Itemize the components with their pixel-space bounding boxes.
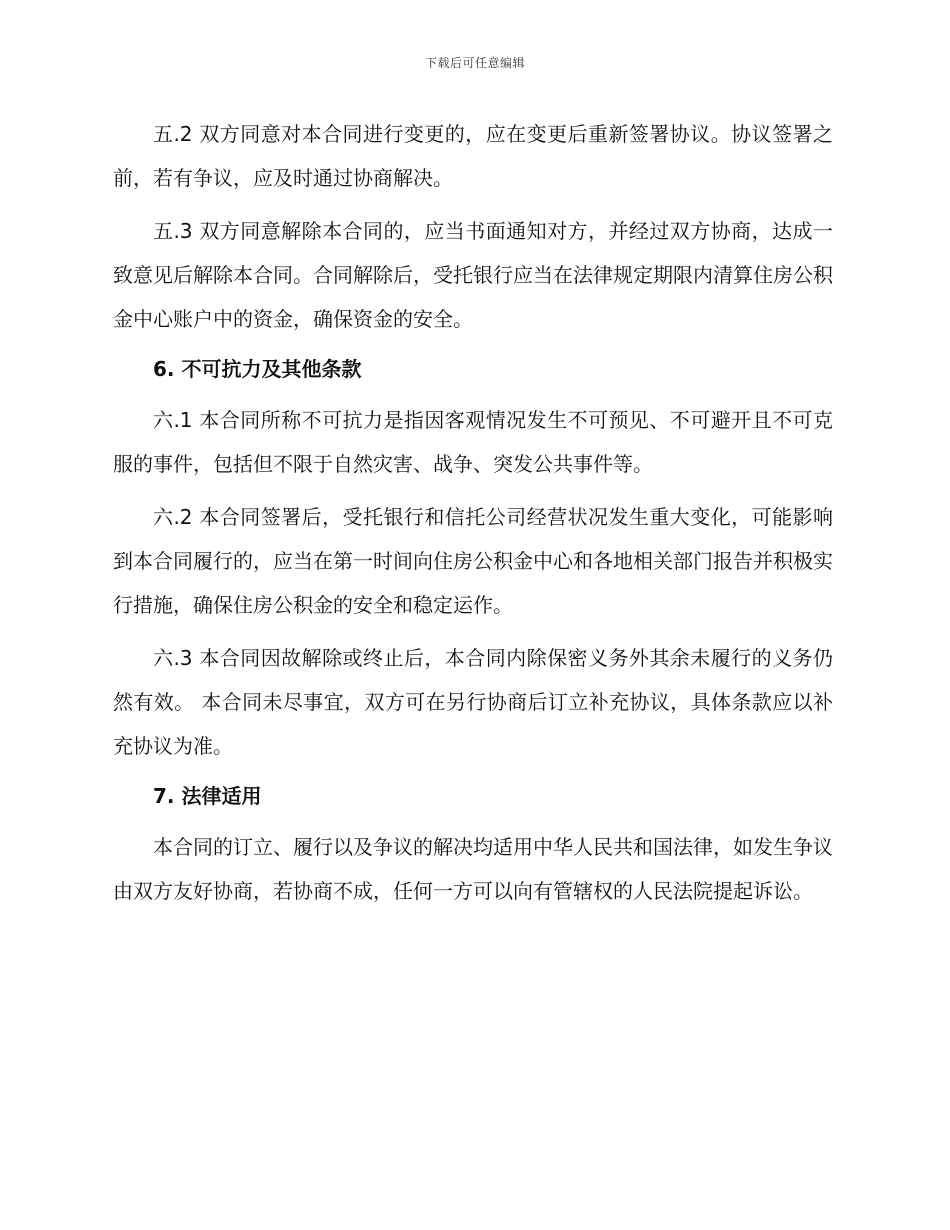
section-heading-7: 7. 法律适用 xyxy=(153,784,262,808)
section-heading-6: 6. 不可抗力及其他条款 xyxy=(153,357,362,381)
clause-6-3: 六.3 本合同因故解除或终止后，本合同内除保密义务外其余未履行的义务仍然有效。 本合同未尽事宜，双方可在另行协商后订立补充协议，具体条款应以补充协议为准。 xyxy=(113,646,833,758)
clause-6-2: 六.2 本合同签署后，受托银行和信托公司经营状况发生重大变化，可能影响到本合同履行的，应当在第一时间向住房公积金中心和各地相关部门报告并积极实行措施，确保住房公积金的安全和稳定运作。 xyxy=(113,505,833,617)
clause-7: 本合同的订立、履行以及争议的解决均适用中华人民共和国法律，如发生争议由双方友好协商，若协商不成，任何一方可以向有管辖权的人民法院提起诉讼。 xyxy=(113,835,833,903)
clause-5-2: 五.2 双方同意对本合同进行变更的，应在变更后重新签署协议。协议签署之前，若有争议，应及时通过协商解决。 xyxy=(113,122,833,190)
document-body xyxy=(113,112,833,913)
clause-5-3: 五.3 双方同意解除本合同的，应当书面通知对方，并经过双方协商，达成一致意见后解除本合同。合同解除后，受托银行应当在法律规定期限内清算住房公积金中心账户中的资金，确保资金的安全。 xyxy=(113,219,833,331)
clause-6-1: 六.1 本合同所称不可抗力是指因客观情况发生不可预见、不可避开且不可克服的事件，包括但不限于自然灾害、战争、突发公共事件等。 xyxy=(113,408,833,476)
page-header: 下载后可任意编辑 xyxy=(424,56,525,70)
